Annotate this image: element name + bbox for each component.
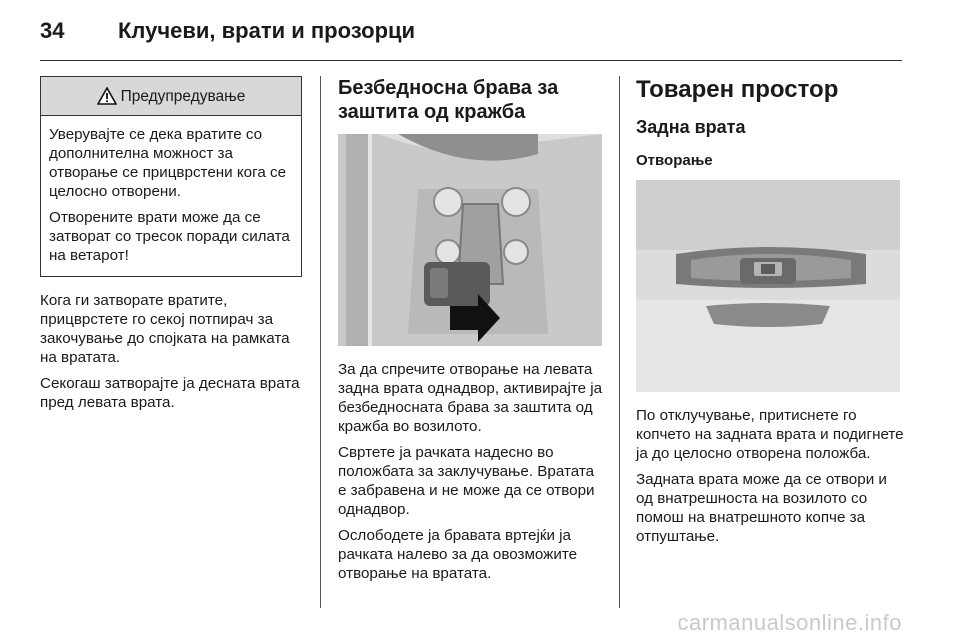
left-column xyxy=(40,76,302,419)
warning-body xyxy=(41,116,301,276)
section-heading: Безбедносна брава за заштита од кражба xyxy=(338,77,559,123)
body-paragraph: Кога ги затворате вратите, прицврстете го секој потпирач за закочување до спојката на рамката на вратата. xyxy=(40,292,290,366)
page-number: 34 xyxy=(40,18,65,43)
watermark: carmanualsonline.info xyxy=(677,610,902,635)
tailgate-handle-illustration xyxy=(636,180,900,392)
column-divider-2 xyxy=(619,76,620,608)
chapter-heading: Товарен простор xyxy=(636,76,839,103)
body-paragraph: Свртете ја рачката надесно во положбата за заклучување. Вратата е забравена и не може да се отвори однадвор. xyxy=(338,444,595,518)
right-column xyxy=(636,76,908,553)
warning-heading: Предупредување xyxy=(120,87,246,105)
page-title: Клучеви, врати и прозорци xyxy=(118,18,416,43)
middle-column xyxy=(338,76,604,590)
door-lock-arrow-illustration xyxy=(338,134,602,346)
column-divider-1 xyxy=(320,76,321,608)
body-paragraph: Ослободете ја бравата вртејќи ја рачката налево за да овозможите отворање на вратата. xyxy=(338,527,578,582)
warning-paragraph: Уверувајте се дека вратите со дополнителна можност за отворање се прицврстени кога се целосно отворени. xyxy=(49,126,287,200)
warning-paragraph: Отворените врати може да се затворат со тресок поради силата на ветарот! xyxy=(49,209,290,264)
page-header xyxy=(40,18,415,44)
body-paragraph: Секогаш затворајте ја десната врата пред левата врата. xyxy=(40,375,300,411)
body-paragraph: За да спречите отворање на левата задна врата однадвор, активирајте ја безбедносната брава за заштита од кражба во возилото. xyxy=(338,361,603,435)
body-paragraph: По отклучување, притиснете го копчето на задната врата и подигнете ја до целосно отворена положба. xyxy=(636,407,904,462)
body-paragraph: Задната врата може да се отвори и од внатрешноста на возилото со помош на внатрешното копче за отпуштање. xyxy=(636,471,887,545)
topic-heading: Отворање xyxy=(636,152,713,169)
warning-triangle-icon xyxy=(97,87,117,105)
warning-box xyxy=(40,76,302,277)
warning-header xyxy=(41,77,301,116)
subsection-heading: Задна врата xyxy=(636,117,746,137)
header-divider xyxy=(40,60,902,61)
